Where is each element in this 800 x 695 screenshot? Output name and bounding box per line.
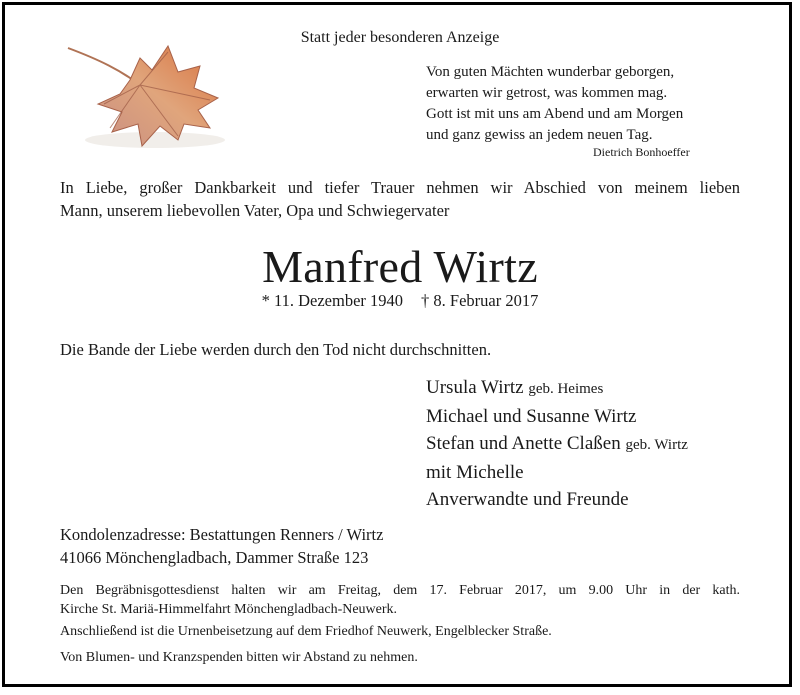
mourners-list <box>426 374 688 513</box>
flowers-note: Von Blumen- und Kranzspenden bitten wir Abstand zu nehmen. <box>60 650 418 665</box>
poem-line: Gott ist mit uns am Abend und am Morgen <box>426 106 684 122</box>
notice-header: Statt jeder besonderen Anzeige <box>300 29 500 46</box>
intro-line: Mann, unserem liebevollen Vater, Opa und Schwiegervater <box>60 201 450 220</box>
mourner-name: Stefan und Anette Claßen <box>426 433 621 454</box>
service-line: Den Begräbnisgottesdienst halten wir am Freitag, dem 17. Februar 2017, um 9.00 Uhr in der kath. <box>60 583 740 598</box>
service-line: Kirche St. Mariä-Himmelfahrt Mönchengladbach-Neuwerk. <box>60 602 398 617</box>
autumn-maple-leaf-icon <box>60 40 230 155</box>
death-date: † 8. Februar 2017 <box>421 291 539 310</box>
poem <box>426 62 683 146</box>
memorial-quote: Die Bande der Liebe werden durch den Tod nicht durchschnitten. <box>60 340 492 359</box>
mourner-name: Michael und Susanne Wirtz <box>426 406 637 427</box>
poem-author: Dietrich Bonhoeffer <box>593 145 690 159</box>
address-line: 41066 Mönchengladbach, Dammer Straße 123 <box>60 548 369 567</box>
poem-line: und ganz gewiss an jedem neuen Tag. <box>426 127 653 143</box>
intro-line: In Liebe, großer Dankbarkeit und tiefer Trauer nehmen wir Abschied von meinem lieben <box>60 178 740 197</box>
mourner-entry <box>426 374 688 403</box>
mourner-name: Anverwandte und Freunde <box>426 489 629 510</box>
mourner-note: geb. Wirtz <box>625 437 688 453</box>
service-info <box>60 581 740 619</box>
mourner-entry <box>426 486 688 513</box>
address-line: Kondolenzadresse: Bestattungen Renners / Wirtz <box>60 525 384 544</box>
mourner-name: Ursula Wirtz <box>426 377 524 398</box>
mourner-note: geb. Heimes <box>528 381 604 397</box>
birth-date: * 11. Dezember 1940 <box>261 291 404 310</box>
mourner-name: mit Michelle <box>426 462 524 483</box>
mourner-entry <box>426 459 688 486</box>
urn-burial-note: Anschließend ist die Urnenbeisetzung auf dem Friedhof Neuwerk, Engelblecker Straße. <box>60 624 552 639</box>
mourner-entry <box>426 430 688 459</box>
poem-line: erwarten wir getrost, was kommen mag. <box>426 85 668 101</box>
condolence-address <box>60 523 383 569</box>
intro-text <box>60 176 740 222</box>
life-dates <box>0 291 800 311</box>
poem-line: Von guten Mächten wunderbar geborgen, <box>426 64 675 80</box>
mourner-entry <box>426 403 688 430</box>
deceased-name: Manfred Wirtz <box>262 241 538 292</box>
